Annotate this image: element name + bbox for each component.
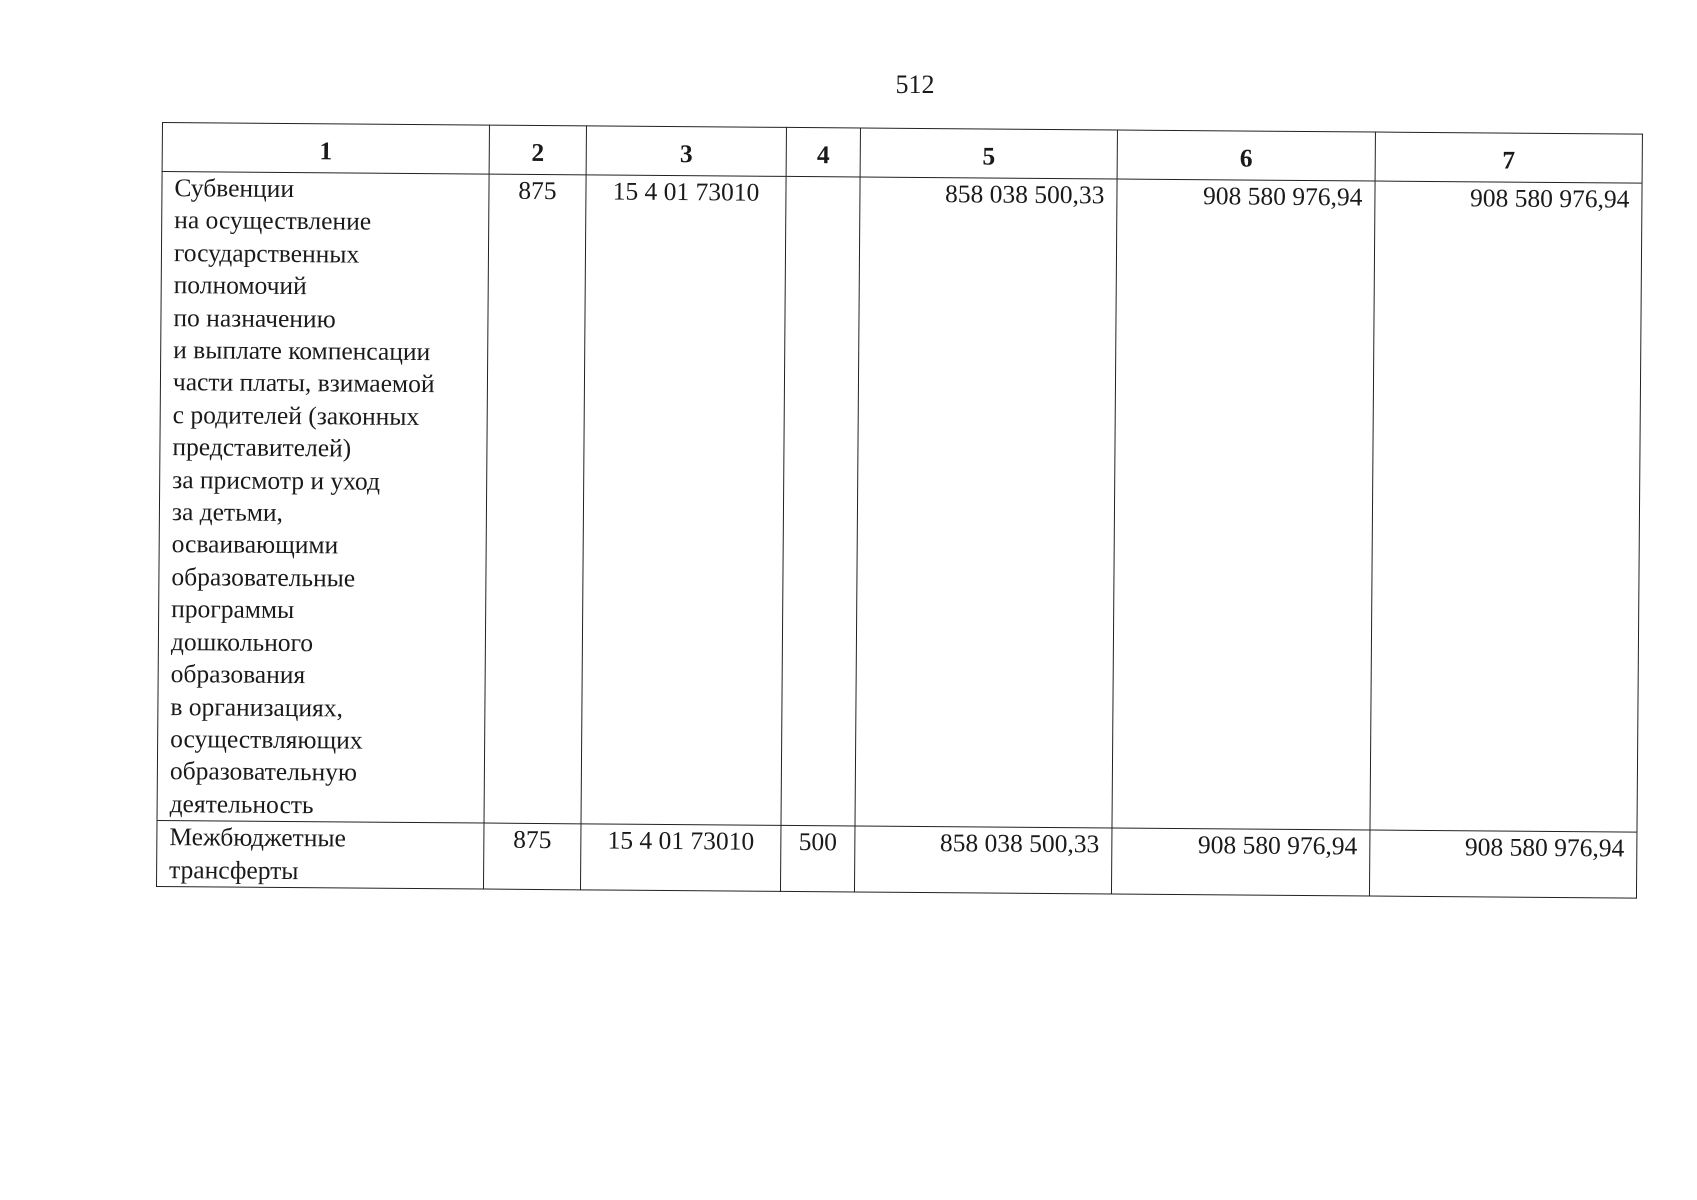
row-name-cell [157,172,489,824]
header-col-2: 2 [489,125,586,175]
name-line: Субвенции [174,173,295,204]
name-line: Межбюджетные [169,822,346,853]
name-line: образовательную [169,756,358,787]
department-code-cell: 875 [483,823,581,890]
budget-table-container [156,122,1642,899]
target-article-cell: 15 4 01 73010 [581,175,786,826]
amount-col6-cell: 908 580 976,94 [1112,179,1375,830]
name-line: деятельность [169,788,314,819]
name-line: полномочий [173,270,307,301]
name-line: осуществляющих [170,723,363,755]
row-name-cell [156,821,484,889]
header-col-1: 1 [162,123,489,175]
page-number: 512 [895,70,935,99]
name-line: дошкольного [170,626,314,657]
name-line: на осуществление [174,205,372,237]
target-article-cell: 15 4 01 73010 [580,824,781,891]
expense-type-cell [781,176,860,826]
header-col-3: 3 [586,126,786,177]
name-line: по назначению [173,302,336,333]
header-col-7: 7 [1375,132,1642,183]
name-line: трансферты [169,854,299,885]
name-line: части платы, взимаемой [172,367,435,399]
amount-col7-cell: 908 580 976,94 [1369,830,1637,898]
header-col-5: 5 [860,128,1117,179]
table-row [157,172,1642,833]
table-row [156,821,1636,898]
name-line: в организациях, [170,691,344,722]
name-line: осваивающими [171,529,339,560]
amount-col6-cell: 908 580 976,94 [1111,828,1370,896]
amount-col5-cell: 858 038 500,33 [854,826,1112,894]
name-line: за присмотр и уход [172,464,381,496]
amount-col5-cell: 858 038 500,33 [855,177,1117,828]
name-line: государственных [173,237,360,269]
department-code-cell: 875 [484,174,586,824]
expense-type-cell: 500 [780,826,855,892]
name-line: программы [171,594,295,625]
name-line: с родителей (законных [172,399,420,431]
name-line: и выплате компенсации [173,335,431,367]
name-line: образовательные [171,561,356,593]
name-line: представителей) [172,432,352,463]
amount-col7-cell: 908 580 976,94 [1370,181,1642,832]
budget-table [156,122,1643,899]
name-line: образования [170,659,306,690]
header-col-4: 4 [786,127,860,177]
header-col-6: 6 [1117,130,1375,181]
name-line: за детьми, [171,497,284,528]
